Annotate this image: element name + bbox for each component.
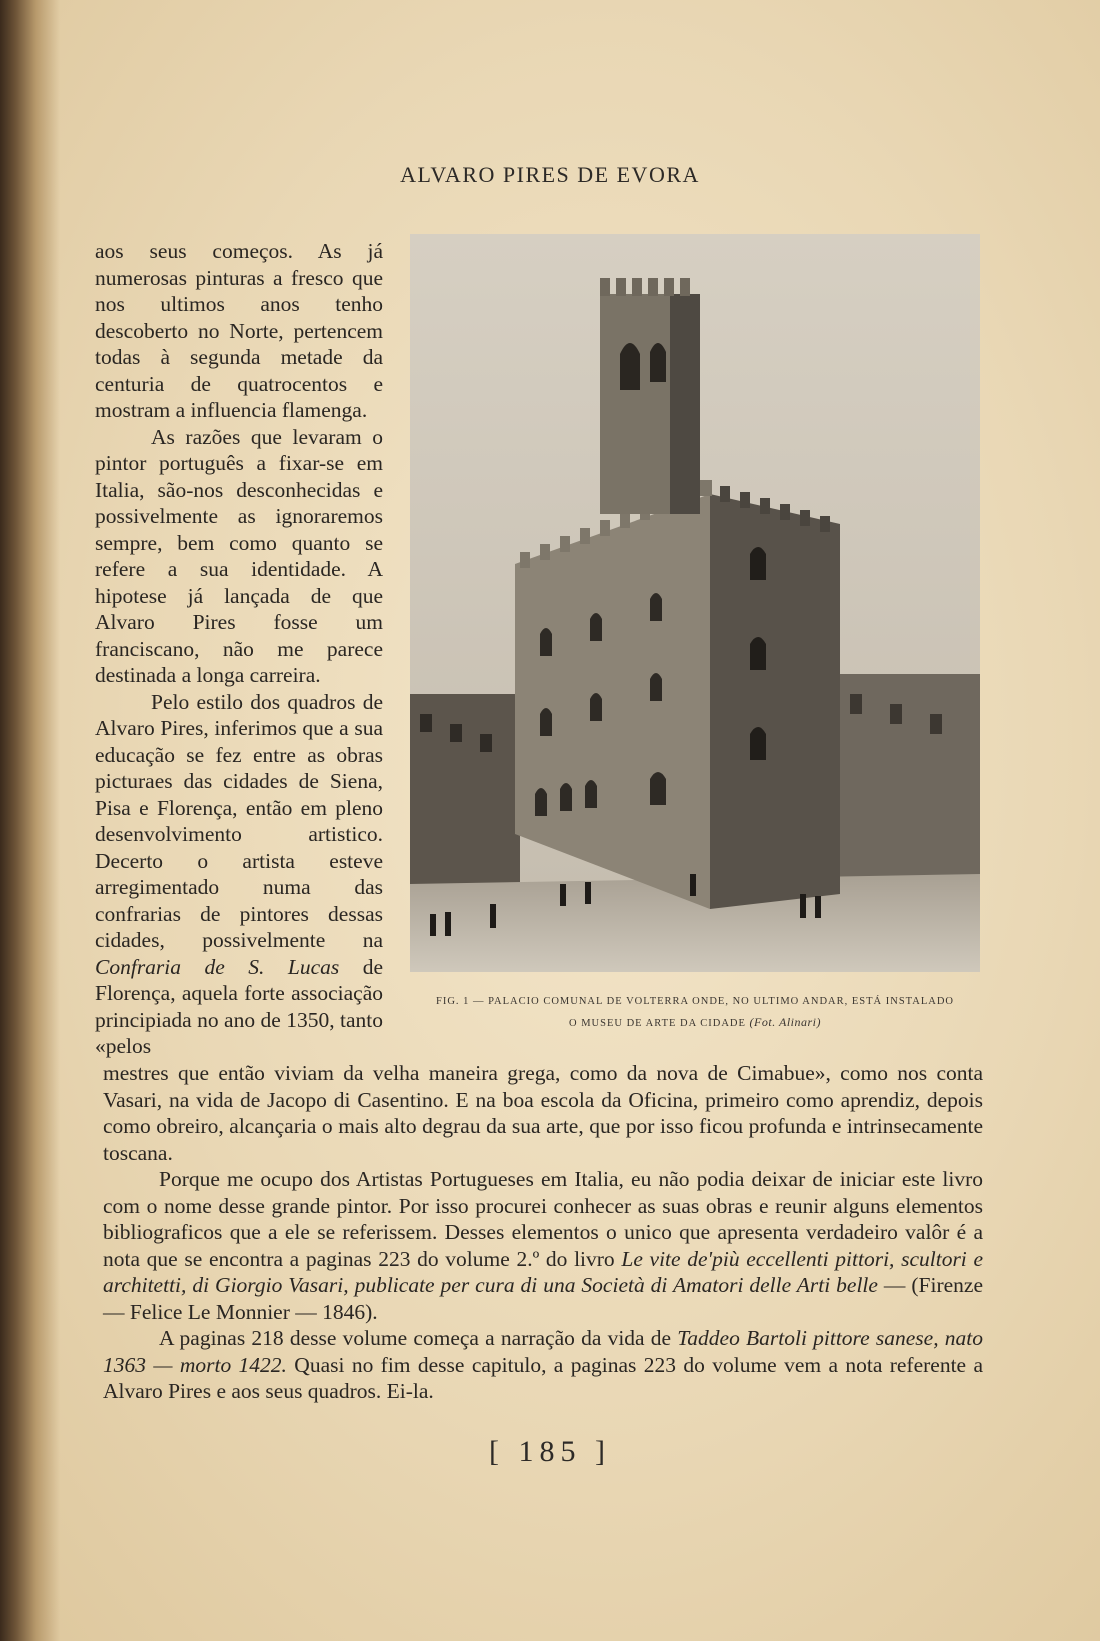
photo-credit: (Fot. Alinari) [749, 1015, 821, 1029]
text-run: A paginas 218 desse volume começa a narração da vida de [159, 1326, 678, 1350]
text-run: — (Firenze — Felice Le Monnier — 1846). [103, 1273, 983, 1324]
text-run: Porque me ocupo dos Artistas Portugueses em Italia, eu não podia deixar de iniciar este livro com o nome desse grande pintor. Por isso procurei conhecer as suas obras e reunir alguns elementos bibliograficos que a ele se referissem. Desses elementos o unico que apresenta verdadeiro valôr é a nota que se encontra a paginas 223 do volume 2.º do livro [103, 1167, 983, 1271]
text-run: de Florença, aquela forte associação principiada no ano de 1350, tanto «pelos [95, 954, 383, 1058]
text-run: Pelo estilo dos quadros de Alvaro Pires, inferimos que a sua educação se fez entre as obras picturaes das cidades de Siena, Pisa e Florença, então em pleno desenvolvimento artistico. Decerto o artista esteve arregimentado numa das confrarias de pintores dessas cidades, possivelmente na [95, 689, 383, 952]
paragraph [103, 1166, 983, 1325]
paragraph: aos seus começos. As já numerosas pinturas a fresco que nos ultimos anos tenho descoberto no Norte, pertencem todas à segunda metade da centuria de quatrocentos e mostram a influencia flamenga. [95, 239, 383, 422]
paragraph [95, 689, 383, 1060]
caption-line [395, 1012, 995, 1034]
paragraph [103, 1325, 983, 1405]
text-run: Quasi no fim desse capitulo, a paginas 223 do volume vem a nota referente a Alvaro Pires e aos seus quadros. Ei-la. [103, 1352, 983, 1403]
italic-title: Confraria de S. Lucas [95, 954, 340, 979]
running-header: ALVARO PIRES DE EVORA [400, 162, 700, 187]
caption-line: FIG. 1 — PALACIO COMUNAL DE VOLTERRA ONDE, NO ULTIMO ANDAR, ESTÁ INSTALADO [436, 996, 954, 1007]
paragraph: mestres que então viviam da velha maneira grega, como da nova de Cimabue», como nos conta Vasari, na vida de Jacopo di Casentino. E na boa escola da Oficina, primeiro como aprendiz, depois como obreiro, alcançaria o mais alto degrau da sua arte, que por isso ficou profunda e intrinsecamente toscana. [103, 1061, 983, 1165]
full-width-text [103, 1060, 983, 1405]
page-number: [ 185 ] [489, 1435, 611, 1468]
figure-photograph [410, 234, 980, 972]
left-text-column [95, 238, 383, 1060]
book-spine-shadow [0, 0, 60, 1641]
paragraph: As razões que levaram o pintor português a fixar-se em Italia, são-nos desconhecidas e possivelmente as ignoraremos sempre, bem como quanto se refere a sua identidade. A hipotese já lançada de que Alvaro Pires fosse um franciscano, não me parece destinada a longa carreira. [95, 424, 383, 687]
figure-caption [395, 992, 995, 1034]
italic-title: Taddeo Bartoli pittore sanese, nato 1363 — morto 1422. [103, 1326, 983, 1377]
caption-text: O MUSEU DE ARTE DA CIDADE [569, 1018, 746, 1029]
palazzo-tower-photo [410, 234, 980, 972]
italic-title: Le vite de'più eccellenti pittori, scultori e architetti, di Giorgio Vasari, publicate per cura di una Società di Amatori delle Arti belle [103, 1246, 983, 1297]
